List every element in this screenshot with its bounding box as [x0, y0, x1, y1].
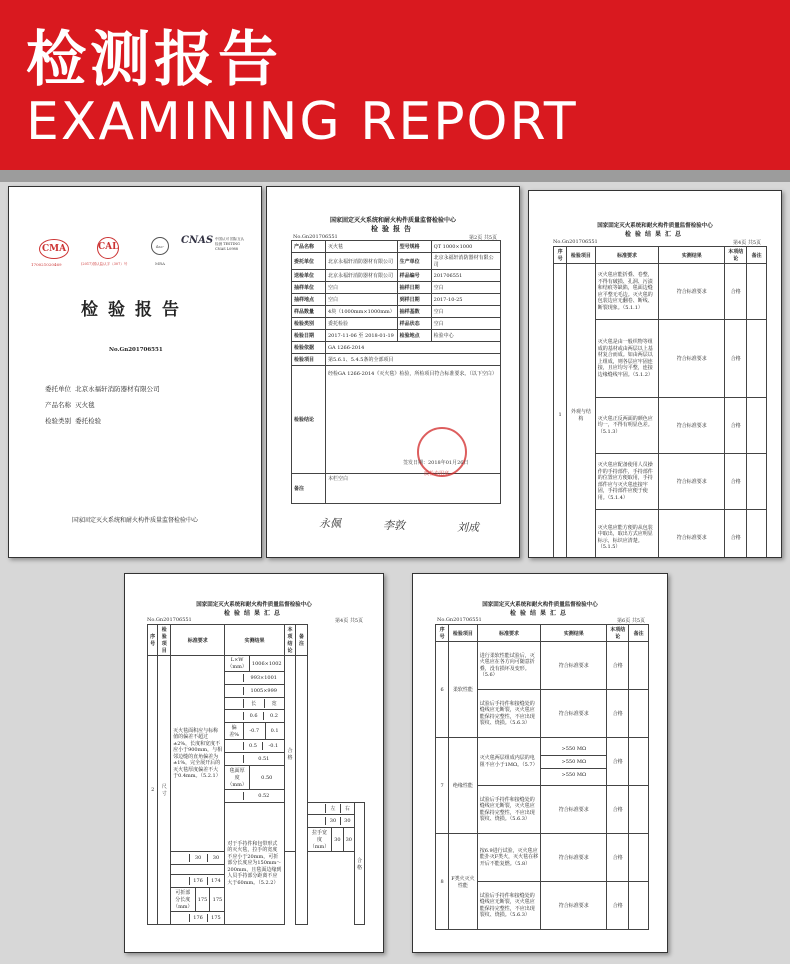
field-label: 检验日期 [292, 330, 326, 342]
verdict-text: 合格 [607, 882, 629, 930]
column-header: 本项结论 [607, 625, 629, 642]
requirement-text: 进行柔软性能试验后，灭火毯应在各方向可随意折叠，没有损坏及变形。（5.6） [477, 642, 541, 690]
measure-value: 30 [340, 817, 354, 825]
verdict-text: 合格 [607, 786, 629, 834]
field-value: 第5.6.1、5.4.5条的全部项目 [326, 354, 501, 366]
table-row [292, 270, 501, 282]
requirement-text: 试验后手持件和接缝处的缝线应无断裂，灭火毯应能保持完整性，不应出现裂纹、烧损。（5.6.3） [477, 690, 541, 738]
column-header: 本项结论 [725, 247, 747, 264]
item-number: 8 [436, 834, 449, 930]
field-value: 本栏空白 [326, 474, 501, 504]
measure-label [225, 742, 243, 750]
column-header: 备注 [296, 625, 307, 656]
measure-cell [225, 672, 284, 685]
field-label: 检验结论 [292, 366, 326, 474]
field-label: 委托单位 [292, 253, 326, 270]
measure-label [171, 877, 189, 885]
verdict-text: 合格 [607, 690, 629, 738]
column-header: 实测结果 [541, 625, 607, 642]
field-value: 4块（1000mm×1000mm） [326, 306, 398, 318]
field-label: 样品状态 [397, 318, 431, 330]
banner-title-cn: 检测报告 [26, 25, 282, 95]
column-header: 检验项目 [567, 247, 596, 264]
requirement-text: 按6.9进行试验，灭火毯应能扑灭F类火，灭火毯在移开后不能复燃。（5.8） [477, 834, 541, 882]
conclusion-text: 经检GA 1266-2014《灭火毯》检验，所检项目符合标准要求。（以下空白） [326, 366, 501, 474]
item-number: 6 [436, 642, 449, 738]
doc3-page: 第4页 共5页 [733, 240, 761, 246]
field-label: 样品编号 [397, 270, 431, 282]
cover-field-type: 检验类别 委托检验 [45, 417, 102, 425]
column-header: 序号 [554, 247, 567, 264]
field-value: 空白 [431, 282, 500, 294]
measure-label [225, 755, 243, 763]
measure-value: 30 [207, 854, 224, 862]
result-text: 符合标准要求 [659, 398, 725, 454]
remark-cell [296, 656, 307, 925]
result-value: >550 MΩ [541, 743, 606, 756]
measure-cell [225, 656, 284, 672]
measure-cell [307, 815, 354, 828]
field-label: 检验依据 [292, 342, 326, 354]
measure-label [171, 914, 189, 922]
measure-value: 176 [189, 914, 207, 922]
result-text: 符合标准要求 [659, 264, 725, 320]
requirement-text: 灭火毯应能折叠、卷整，不得有破损、孔洞、污渍和结痕等缺陷，毯面边缝应平整无毛边。灭火毯的包装边应无翻卷、断线、断裂现象。（5.1.1） [595, 264, 659, 320]
measure-value: 175 [207, 914, 224, 922]
measure-cell [171, 912, 225, 925]
measure-value: 176 [189, 877, 207, 885]
column-header: 标准要求 [595, 247, 659, 264]
stamp-text: 质检专用章 [424, 471, 450, 477]
field-value: 2017-10-25 [431, 294, 500, 306]
measure-value: 30 [326, 817, 340, 825]
measure-label [225, 699, 243, 708]
remark-cell [629, 738, 649, 786]
field-label: 抽样基数 [397, 306, 431, 318]
field-label: 抽样日期 [397, 282, 431, 294]
table-row [292, 366, 501, 474]
measure-value: -0.1 [263, 742, 284, 750]
cover-title: 检验报告 [81, 300, 189, 320]
cma-logo-icon: CMA [39, 239, 69, 259]
banner-title-en: EXAMINING REPORT [26, 92, 578, 152]
doc4-report-no: No.Gn201706551 [147, 617, 192, 623]
measure-value: 0.2 [264, 712, 284, 720]
doc3-table [553, 246, 767, 558]
field-value: 空白 [431, 318, 500, 330]
table-row [554, 247, 767, 264]
doc3-title: 检验结果汇总 [624, 231, 685, 238]
field-value: 北京永福轩消防器材有限公司 [431, 253, 500, 270]
item-name: 绝缘性能 [449, 738, 478, 834]
remark-cell [629, 642, 649, 690]
doc4-table [147, 624, 365, 925]
verdict-text: 合格 [725, 454, 747, 510]
remark-cell [629, 834, 649, 882]
result-text: 符合标准要求 [659, 510, 725, 559]
cover-field-product: 产品名称 灭火毯 [45, 401, 95, 409]
measure-cell [225, 790, 284, 803]
cnas-logo-icon: CNAS [181, 235, 214, 246]
verdict-text: 合格 [725, 398, 747, 454]
verdict-text: 合格 [725, 510, 747, 559]
report-summary-page-size[interactable] [124, 573, 384, 953]
measure-label: 拉手宽度（mm） [309, 830, 330, 850]
signature-2: 李敦 [383, 519, 405, 532]
column-header: 检验项目 [449, 625, 478, 642]
measure-label: 可折部分长度（mm） [173, 890, 193, 910]
cover-report-no: No.Gn201706551 [109, 347, 163, 353]
measure-cell [225, 766, 284, 790]
result-text: 符合标准要求 [541, 642, 607, 690]
item-name: 柔软性能 [449, 642, 478, 738]
doc5-table [435, 624, 649, 930]
doc2-table [291, 240, 501, 504]
doc4-org: 国家固定灭火系统和耐火构件质量监督检验中心 [196, 602, 312, 608]
table-row [292, 474, 501, 504]
ilac-mra-logo-icon: ilac-MRA [151, 237, 169, 255]
field-label: 抽样单位 [292, 282, 326, 294]
requirement-text: 试验后手持件和接缝处的缝线应无断裂，灭火毯应能保持完整性，不应出现裂纹、烧损。（5.6.3） [477, 882, 541, 930]
requirement-text: 灭火毯是由一般织物等组成的基材或由两层以上基材复合而成。如由两层以上组成，则各层应牢固连接，且应均匀平整，连接边缘缝线牢固。（5.1.2） [595, 320, 659, 398]
field-value: 北京永福轩消防器材有限公司 [326, 253, 398, 270]
remark-cell [747, 510, 767, 559]
field-label: 型号规格 [397, 241, 431, 253]
table-row [436, 642, 649, 690]
doc3-report-no: No.Gn201706551 [553, 239, 598, 245]
measure-cell [171, 865, 225, 875]
verdict-text: 合格 [607, 738, 629, 786]
measure-label: L×W（mm） [227, 657, 247, 670]
report-detail-page[interactable] [266, 186, 520, 558]
item-number: 2 [148, 656, 158, 925]
column-header: 标准要求 [477, 625, 541, 642]
remark-cell [629, 786, 649, 834]
cma-code: 170021020469 [31, 262, 62, 267]
measure-value: 30 [343, 828, 354, 851]
table-row [436, 834, 649, 882]
field-label: 生产单位 [397, 253, 431, 270]
cnas-caption: 中国认可 国际互认 检测 TESTING CNAS L0988 [215, 237, 245, 251]
field-label: 到样日期 [397, 294, 431, 306]
column-header: 备注 [629, 625, 649, 642]
verdict-text: 合格 [284, 656, 296, 852]
remark-cell [747, 398, 767, 454]
measure-value: -0.7 [243, 723, 265, 739]
requirement-text: 灭火毯应能方便的从包装中取出，取出方式应明显标示，标识应清楚。（5.1.5） [595, 510, 659, 559]
table-row [292, 282, 501, 294]
field-value: QT 1000×1000 [431, 241, 500, 253]
field-value: 空白 [431, 306, 500, 318]
measure-label [171, 854, 189, 862]
banner-divider [0, 170, 790, 182]
measure-value: 30 [332, 828, 343, 851]
result-text: 符合标准要求 [541, 834, 607, 882]
column-header: 备注 [747, 247, 767, 264]
column-header: 序号 [436, 625, 449, 642]
item-name: 尺寸 [158, 656, 171, 925]
measure-value: 0.50 [249, 766, 283, 789]
table-row [292, 354, 501, 366]
column-header: 标准要求 [171, 625, 225, 656]
doc5-report-no: No.Gn201706551 [437, 617, 482, 623]
signature-1: 永佩 [319, 517, 341, 530]
result-text: 符合标准要求 [659, 454, 725, 510]
column-subheader: 左 [326, 804, 340, 813]
item-number: 1 [554, 264, 567, 559]
measure-value: 0.51 [243, 755, 283, 763]
measure-cell [307, 828, 354, 852]
table-row [292, 318, 501, 330]
signature-3: 刘成 [457, 521, 479, 534]
field-label: 检验类别 [292, 318, 326, 330]
field-label: 样品数量 [292, 306, 326, 318]
table-row [292, 342, 501, 354]
table-row [292, 330, 501, 342]
field-value: 2017-11-06 至 2018-01-19 [326, 330, 398, 342]
doc2-report-no: No.Gn201706551 [293, 234, 338, 240]
measure-value: 1006×1002 [249, 656, 283, 671]
measure-cell [225, 685, 284, 698]
remark-cell [747, 320, 767, 398]
field-label: 检验项目 [292, 354, 326, 366]
item-number: 7 [436, 738, 449, 834]
measure-value: 30 [189, 854, 207, 862]
field-value: 委托检验 [326, 318, 398, 330]
table-row [292, 253, 501, 270]
doc5-title: 检验结果汇总 [509, 610, 570, 617]
measure-value: 175 [195, 888, 210, 911]
measure-label [308, 804, 326, 813]
column-header: 检验项目 [158, 625, 171, 656]
measure-label [225, 712, 243, 720]
result-value: >550 MΩ [561, 771, 587, 778]
doc4-title: 检验结果汇总 [223, 610, 284, 617]
column-subheader: 宽 [264, 699, 284, 708]
header-banner [0, 0, 790, 170]
result-cell [541, 738, 607, 786]
table-row [554, 264, 767, 320]
table-row [292, 294, 501, 306]
measure-value: 0.1 [265, 723, 284, 739]
requirement-text: 灭火毯正反两面的颜色应均一，不得有明显色差。（5.1.3） [595, 398, 659, 454]
measure-label [225, 674, 243, 682]
doc5-page: 第6页 共5页 [617, 618, 645, 624]
remark-cell [747, 454, 767, 510]
measure-value: 0.5 [243, 742, 262, 750]
remark-cell [629, 882, 649, 930]
verdict-text: 合格 [607, 642, 629, 690]
doc2-title: 检验报告 [371, 224, 415, 233]
field-value: 空白 [326, 294, 398, 306]
measure-cell [225, 723, 284, 740]
table-row [148, 625, 365, 656]
measure-value: 174 [207, 877, 224, 885]
requirement-text: 灭火毯面积应与标称值的偏差不超过±2%，长度和宽度不应小于900mm，与相邻边缝的直角偏差为±1%，完全展开后的灭火毯厚度偏差不大于0.4mm。（5.2.1） [171, 656, 225, 852]
doc2-org: 国家固定灭火系统和耐火构件质量监督检验中心 [329, 217, 456, 224]
field-value: 检验中心 [431, 330, 500, 342]
table-row [292, 241, 501, 253]
doc5-org: 国家固定灭火系统和耐火构件质量监督检验中心 [482, 602, 598, 608]
item-name: F类火灭火性能 [449, 834, 478, 930]
doc3-org: 国家固定灭火系统和耐火构件质量监督检验中心 [597, 223, 713, 229]
item-name: 外观与结构 [567, 264, 596, 559]
report-cover-page[interactable] [8, 186, 262, 558]
column-header: 本项结论 [284, 625, 296, 656]
measure-label: 偏差% [229, 725, 239, 738]
result-text: 符合标准要求 [541, 882, 607, 930]
doc4-page: 第4页 共5页 [335, 618, 363, 624]
result-text: 符合标准要求 [659, 320, 725, 398]
measure-label [225, 687, 243, 695]
table-row [436, 625, 649, 642]
requirement-text: 灭火毯两层组成内层的电阻不应小于1MΩ。（5.7） [477, 738, 541, 786]
field-label: 检验地点 [397, 330, 431, 342]
column-subheader: 长 [243, 699, 264, 708]
measure-cell [225, 698, 284, 710]
measure-cell [225, 740, 284, 753]
measure-cell [171, 852, 225, 865]
table-row [292, 306, 501, 318]
measure-value: 993×1001 [243, 674, 283, 682]
doc2-issue-date: 签发日期：2018年01月26日 [403, 460, 469, 466]
column-header: 序号 [148, 625, 158, 656]
requirement-text: 灭火毯应配备使用人员操作的手持部件，手持部件的位置应方便取用，手持部件应与灭火毯连接牢固，手持部件应便于使用。（5.1.4） [595, 454, 659, 510]
table-row [148, 656, 365, 672]
measure-cell [171, 888, 225, 912]
measure-cell [307, 803, 354, 815]
field-label: 产品名称 [292, 241, 326, 253]
requirement-text: 试验后手持件和接缝处的缝线应无断裂，灭火毯应能保持完整性，不应出现裂纹、烧损。（5.6.3） [477, 786, 541, 834]
column-header: 实测结果 [659, 247, 725, 264]
measure-label [308, 817, 326, 825]
verdict-text: 合格 [725, 264, 747, 320]
result-text: 符合标准要求 [541, 690, 607, 738]
remark-cell [747, 264, 767, 320]
remark-cell [629, 690, 649, 738]
requirement-text: 对于手持件和包带形式的灭火毯，拉手的宽度不应小于20mm，可折部分长度应为150mm～200mm，且毯面边缘到人员手持部分距离不应大于60mm。（5.2.2） [225, 803, 284, 925]
result-text: 符合标准要求 [541, 786, 607, 834]
cal-logo-icon: CAL [97, 237, 119, 259]
verdict-text: 合格 [725, 320, 747, 398]
cover-field-client: 委托单位 北京永福轩消防器材有限公司 [45, 385, 160, 393]
measure-cell [171, 875, 225, 888]
measure-label: 毯面厚度（mm） [227, 768, 247, 788]
verdict-text: 合格 [607, 834, 629, 882]
cal-code: (2017)国认监认字（307）号 [81, 262, 128, 266]
report-summary-page-appearance[interactable] [528, 190, 782, 558]
result-value: >550 MΩ [541, 756, 606, 769]
column-subheader: 右 [340, 804, 354, 813]
field-value: 空白 [326, 282, 398, 294]
measure-value: 0.52 [243, 792, 283, 800]
measure-value: 1005×999 [243, 687, 283, 695]
field-value: GA 1266-2014 [326, 342, 501, 354]
field-label: 送检单位 [292, 270, 326, 282]
measure-label [225, 792, 243, 800]
measure-value: 0.6 [243, 712, 264, 720]
field-value: 北京永福轩消防器材有限公司 [326, 270, 398, 282]
measure-cell [225, 710, 284, 723]
field-value: 201706551 [431, 270, 500, 282]
field-label: 备注 [292, 474, 326, 504]
cover-footer: 国家固定灭火系统和耐火构件质量监督检验中心 [71, 517, 198, 524]
measure-cell [225, 753, 284, 766]
verdict-text: 合格 [354, 803, 364, 925]
field-label: 抽样地点 [292, 294, 326, 306]
field-value: 灭火毯 [326, 241, 398, 253]
report-summary-page-performance[interactable] [412, 573, 668, 953]
doc2-page: 第2页 共5页 [469, 235, 497, 241]
table-row [436, 738, 649, 786]
column-header: 实测结果 [225, 625, 284, 656]
measure-value: 175 [210, 888, 224, 911]
